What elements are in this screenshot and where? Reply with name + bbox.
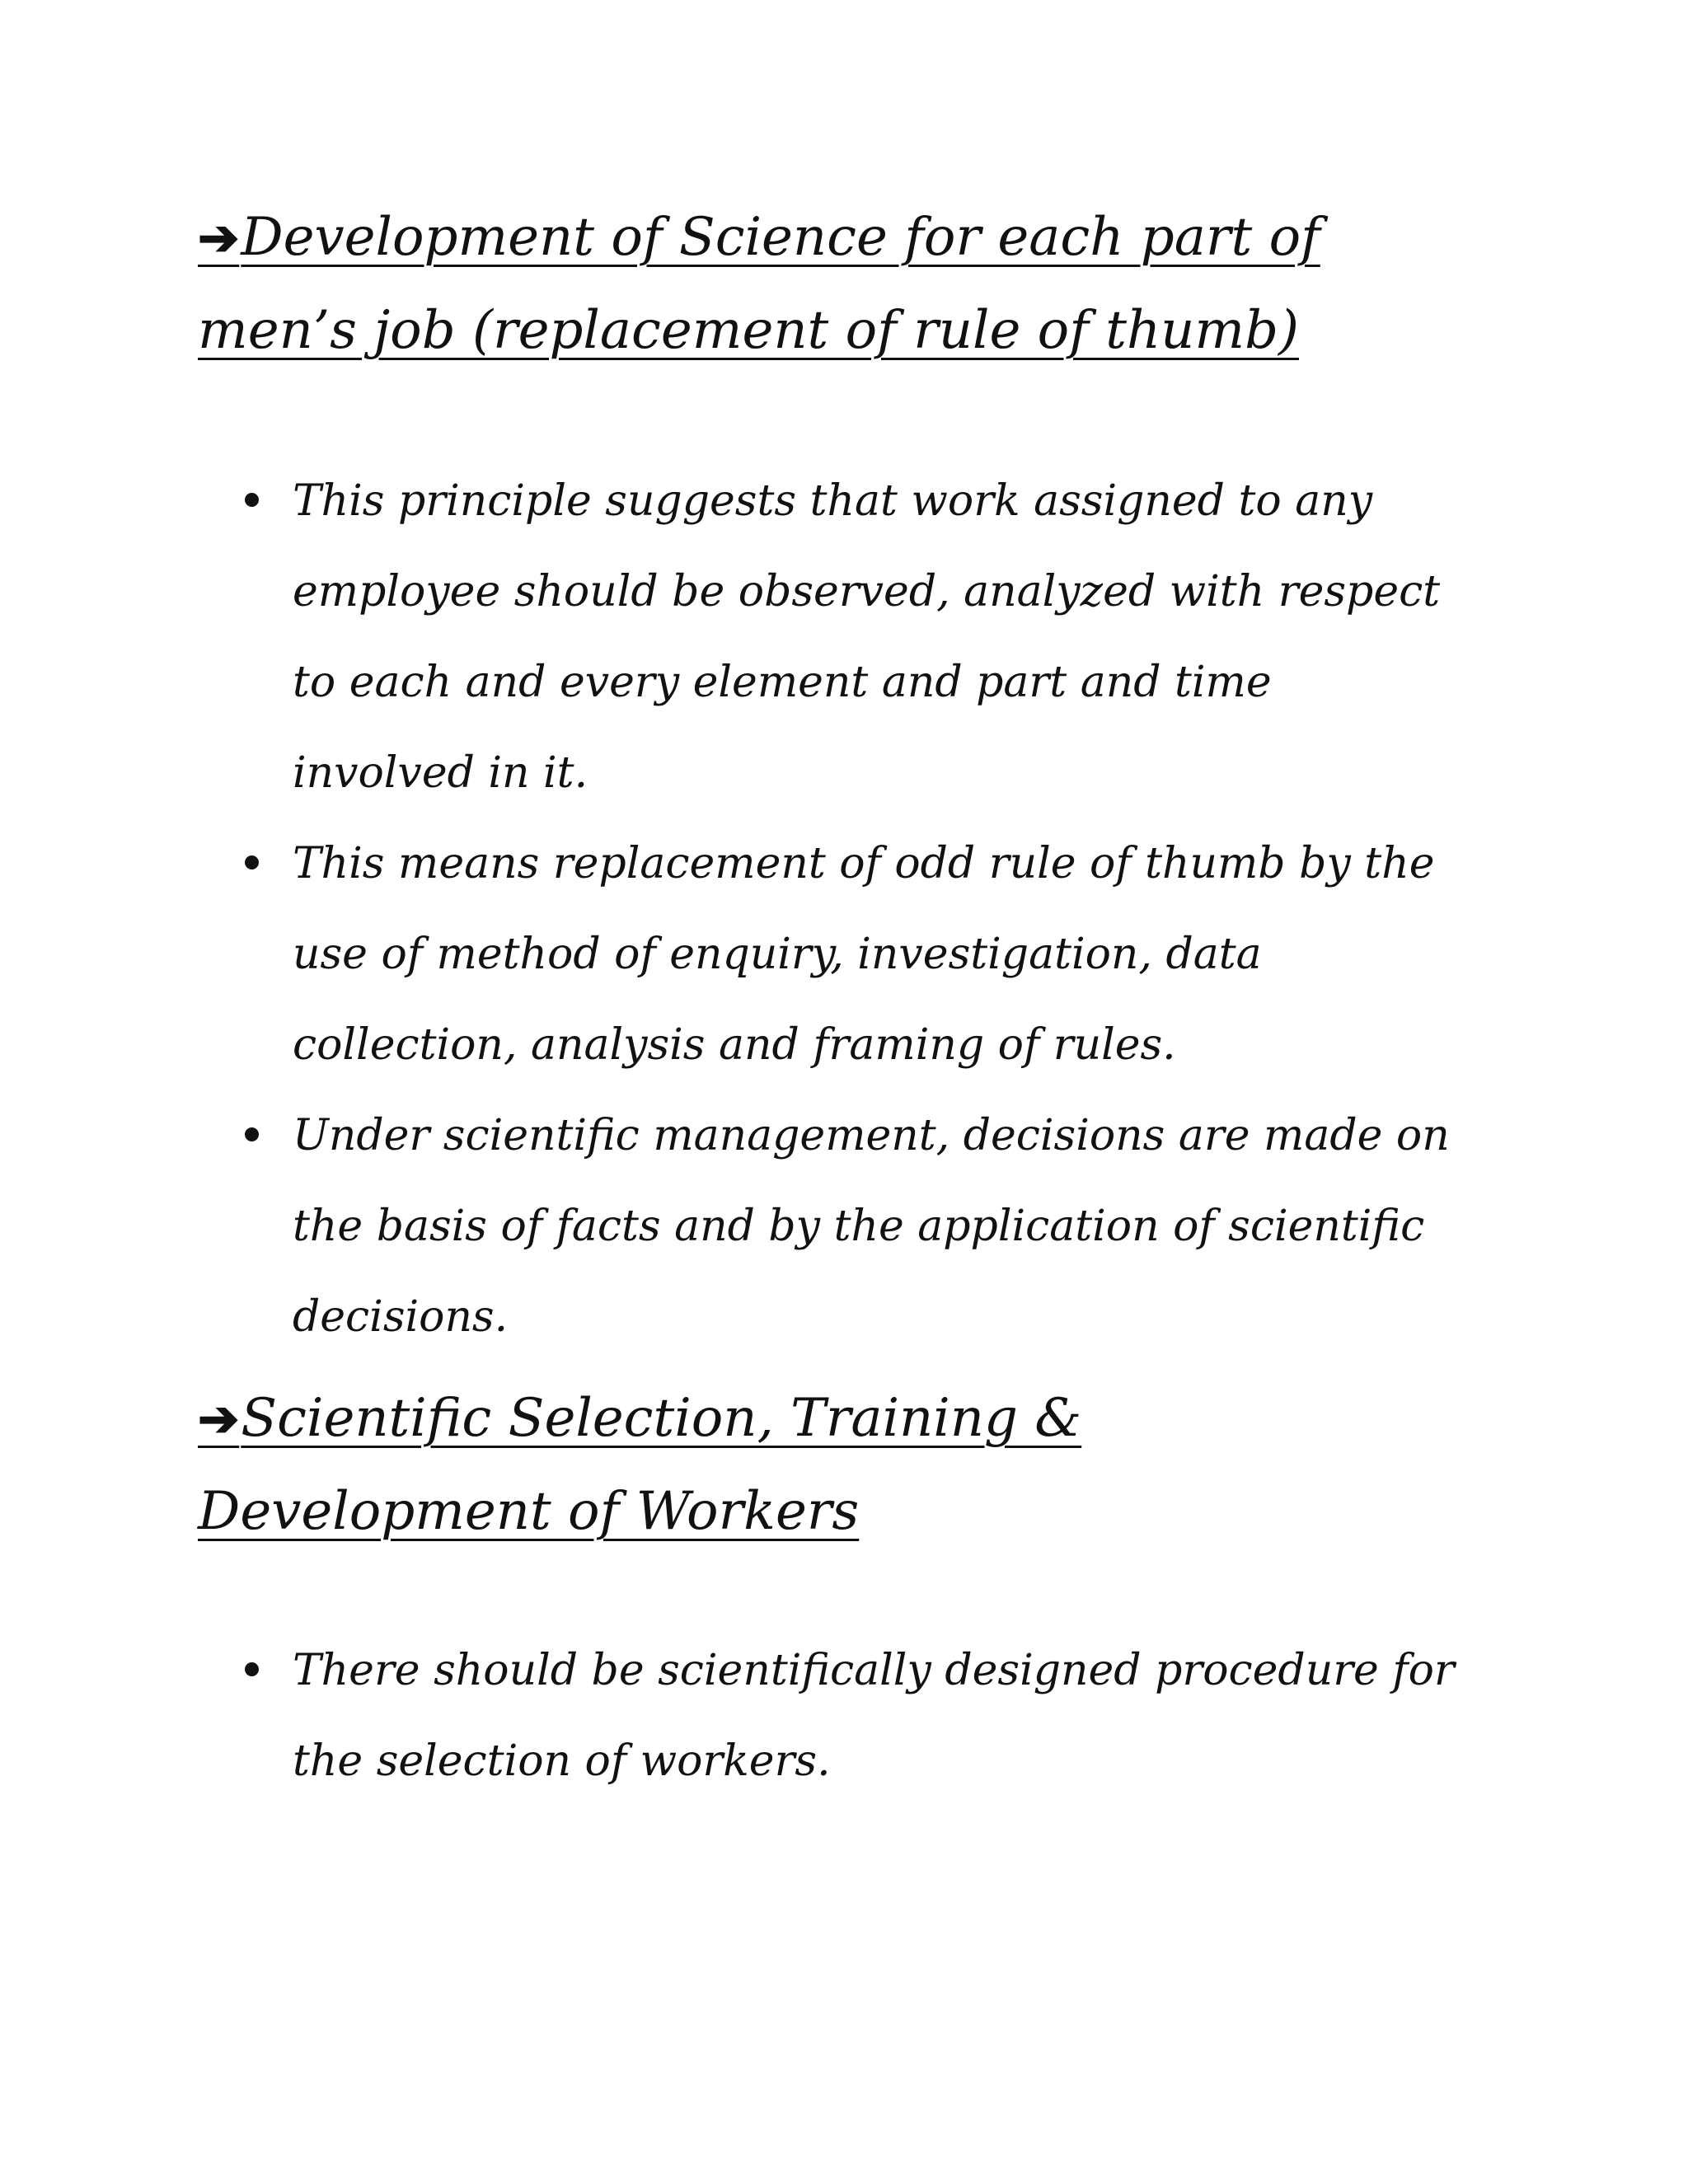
bullet-line: There should be scientifically designed procedure for: [293, 1646, 1455, 1695]
bullet-list: [198, 456, 1517, 1362]
heading-text: Scientific Selection, Training &: [241, 1388, 1082, 1449]
bullet-line: involved in it.: [293, 748, 588, 798]
arrow-icon: ➔: [198, 1390, 240, 1448]
arrow-icon: ➔: [198, 209, 240, 267]
bullet-line: decisions.: [293, 1292, 509, 1342]
section-science-development: [198, 191, 1517, 1362]
bullet-icon: [245, 1662, 259, 1676]
list-item: [198, 1090, 1517, 1362]
bullet-icon: [245, 493, 259, 507]
section-scientific-selection: [198, 1372, 1517, 1807]
bullet-line: This principle suggests that work assigned to any: [293, 476, 1373, 526]
bullet-icon: [245, 1127, 259, 1141]
bullet-icon: [245, 855, 259, 869]
bullet-line: the selection of workers.: [293, 1736, 831, 1786]
heading-line-1: [198, 1372, 1081, 1465]
list-item: [198, 818, 1517, 1090]
heading-line-1: [198, 191, 1320, 284]
bullet-line: to each and every element and part and time: [293, 658, 1272, 707]
section-heading: [198, 1372, 1517, 1558]
bullet-line: This means replacement of odd rule of thumb by the: [293, 839, 1435, 888]
bullet-line: Under scientific management, decisions are made on: [293, 1111, 1450, 1160]
bullet-list: [198, 1625, 1517, 1807]
list-item: [198, 1625, 1517, 1807]
bullet-line: the basis of facts and by the application of scientific: [293, 1202, 1425, 1251]
list-item: [198, 456, 1517, 818]
bullet-line: collection, analysis and framing of rules.: [293, 1020, 1176, 1070]
heading-line-2: men’s job (replacement of rule of thumb): [198, 300, 1299, 361]
bullet-line: employee should be observed, analyzed with respect: [293, 567, 1441, 616]
bullet-line: use of method of enquiry, investigation, data: [293, 930, 1262, 979]
heading-text: Development of Science for each part of: [241, 207, 1320, 268]
heading-line-2: Development of Workers: [198, 1481, 860, 1542]
section-heading: [198, 191, 1517, 377]
